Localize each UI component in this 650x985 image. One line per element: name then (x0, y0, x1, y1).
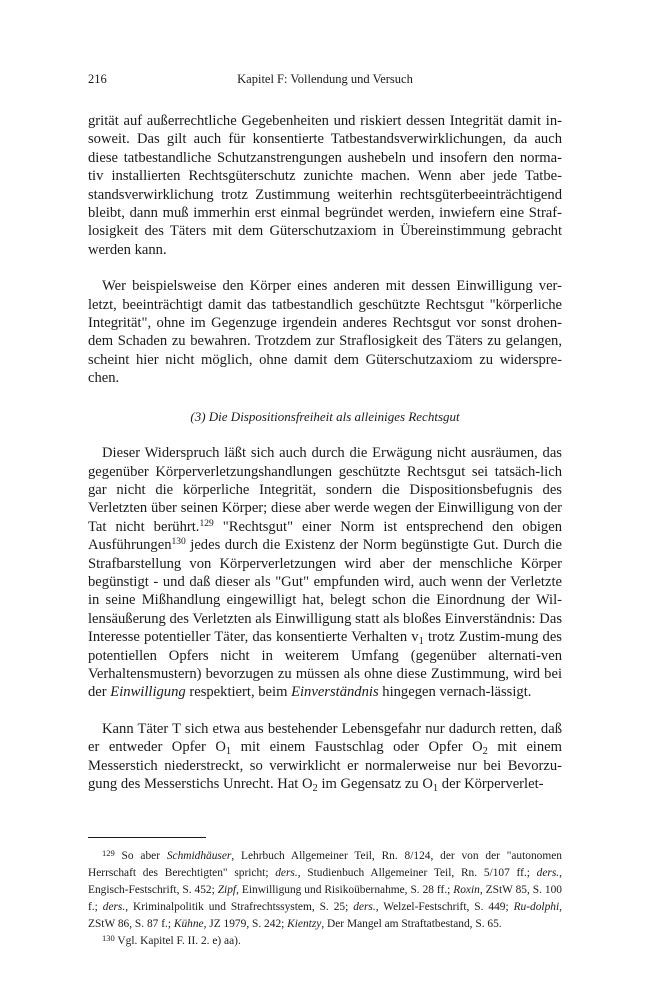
footnote-130: $^{130}$ Vgl. Kapitel F. II. 2. e) aa). (102, 933, 241, 948)
paragraph-2: Wer beispielsweise den Körper eines anderen mit dessen Einwilligung ver-letzt, beeinträchtigt damit das tatbestandlich geschützte Rechtsgut "körperliche Integrität", ohne im Gegenzuge irgendein anderes Rechtsgut vor sonst drohen-dem Schaden zu bewahren. Trotzdem zur Straflosigkeit des Täters zu gelangen, scheint hier nicht möglich, ohne damit dem Güterschutzaxiom zu widerspre-chen. (88, 278, 562, 387)
running-title: Kapitel F: Vollendung und Versuch (237, 72, 413, 86)
section-heading: (3) Die Dispositionsfreiheit als alleiniges Rechtsgut (190, 408, 460, 424)
book-page (88, 72, 562, 950)
paragraph-4: Kann Täter T sich etwa aus bestehender Lebensgefahr nur dadurch retten, daß er entweder Opfer $O_1$ mit einem Faustschlag oder Opfer $O_2$ mit einem Messerstich niederstreckt, so verwirklicht er normalerweise nur bei Bevorzu-gung des Messerstichs Unrecht. Hat $O_2$ im Gegensatz zu $O_1$ der Körperverlet- (88, 720, 562, 794)
footnote-129: $^{129}$ So aber Schmidhäuser, Lehrbuch Allgemeiner Teil, Rn. 8/124, der von der "autonomen Herrschaft des Berechtigten" spricht; ders., Studienbuch Allgemeiner Teil, Rn. 5/107 ff.; ders., Engisch-Festschrift, S. 452; Zipf, Einwilligung und Risikoübernahme, S. 28 ff.; Roxin, ZStW 85, S. 100 f.; ders., Kriminalpolitik und Strafrechtssystem, S. 25; ders., Welzel-Festschrift, S. 449; Ru-dolphi, ZStW 86, S. 87 f.; Kühne, JZ 1979, S. 242; Kientzy, Der Mangel am Straftatbestand, S. 65. (88, 848, 562, 931)
page-number: 216 (88, 72, 107, 86)
footnote-ref-129[interactable]: 129 (199, 518, 214, 529)
paragraph-3: Dieser Widerspruch läßt sich auch durch die Erwägung nicht ausräumen, das gegenüber Körperverletzungshandlungen geschützte Rechtsgut sei tatsäch-lich gar nicht die körperliche Integrität, sondern die Dispositionsbefugnis des Verletzten über seinen Körper; diese aber werde wegen der Einwilligung von der Tat nicht berührt.$^{129}$ "Rechtsgut" einer Norm ist entsprechend den obigen Ausführungen$^{130}$ jedes durch die Existenz der Norm begünstigte Gut. Durch die Strafbarstellung von Körperverletzungen wird aber der menschliche Körper begünstigt - und daß dieser als "Gut" empfunden wird, auch wenn der Verletzte in seine Mißhandlung eingewilligt hat, belegt schon die Einordnung der Wil-lensäußerung des Verletzten als Einwilligung statt als bloßes Einverständnis: Das Interesse potentieller Täter, das konsentierte Verhalten $v_1$ trotz Zustim-mung des potentiellen Opfers nicht in weiterem Umfang (gegenüber alternati-ven Verhaltensmustern) bevorzugen zu müssen als ohne diese Zustimmung, wird bei der Einwilligung respektiert, beim Einverständnis hingegen vernach-lässigt. (88, 445, 562, 701)
footnote-divider (88, 837, 206, 838)
running-header (88, 72, 562, 92)
main-text (88, 112, 562, 793)
paragraph-1: grität auf außerrechtliche Gegebenheiten und riskiert dessen Integrität damit in-soweit. Das gilt auch für konsentierte Tatbestandsverwirklichungen, da auch diese tatbestandliche Schutzanstrengungen aushebeln und insofern den norma-tiv installierten Rechtsgüterschutz zunichte machen. Wenn aber jede Tatbe-standsverwirklichung trotz Zustimmung weiterhin rechtsgüterbeeinträchtigend bleibt, dann muß immerhin erst einmal begründet werden, inwiefern eine Straf-losigkeit des Täters mit dem Güterschutzaxiom in Übereinstimmung gebracht werden kann. (88, 113, 562, 258)
footnote-ref-130[interactable]: 130 (171, 537, 186, 548)
